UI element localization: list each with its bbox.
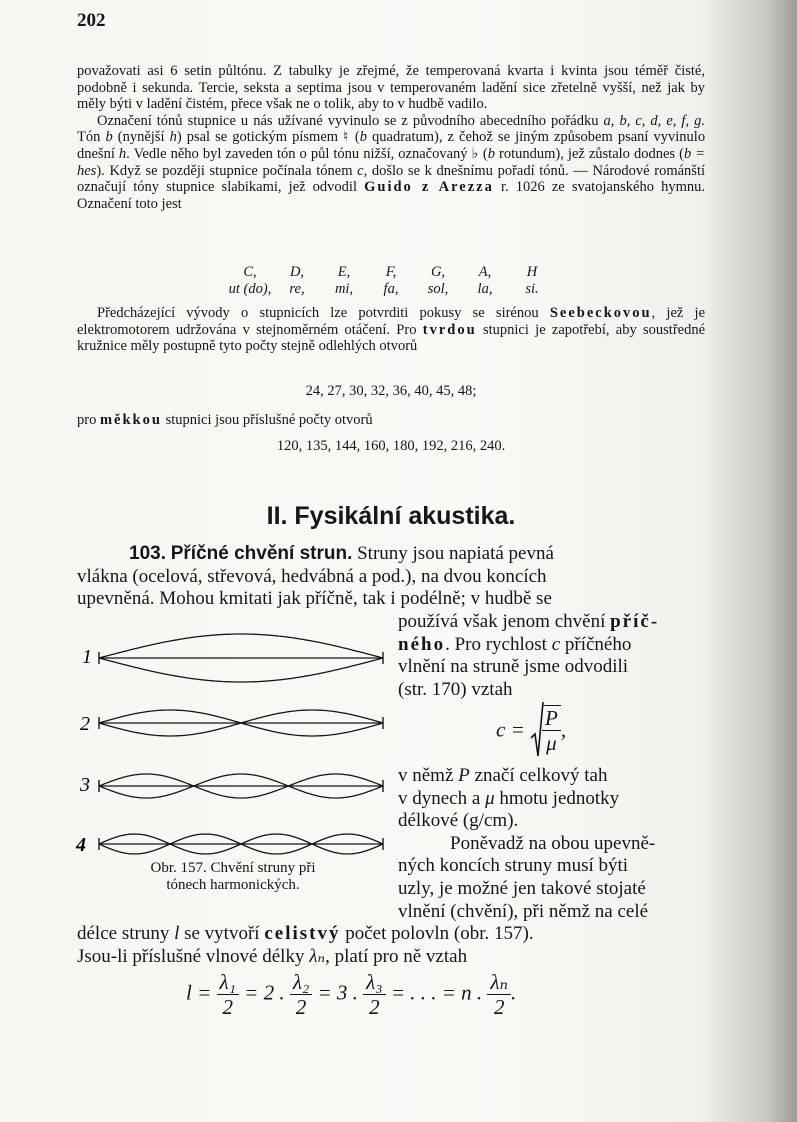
figure-caption: Obr. 157. Chvění struny při tónech harmonických.	[150, 860, 316, 893]
fraction-1: $\frac{\text{λ₁}}{2}$	[217, 970, 239, 1019]
note-letters-row: C, D, E, F, G, A, H	[243, 264, 538, 280]
paragraph-1: považovati asi 6 setin půltónu. Z tabulky je zřejmé, že temperovaná kvarta i kvinta jsou téměř čisté, podobně i sekunda. Tercie, seksta a septima jsou v temperovaném ladění sice zřetelně vyšší, než jak by měly býti v ladění čistém, přece však ne o tolik, aby to v hudbě vadilo.	[77, 63, 705, 113]
right-column-text-2: v němž P značí celkový tah v dynech a μ hmotu jednotky délkové (g/cm). Poněvadž na obou upevně- ných koncích struny musí býti uzly, je možné jen takové stojaté vlnění (chvění), při němž na celé	[398, 765, 656, 922]
figure-string-harmonics	[74, 618, 390, 858]
fraction-n: $\frac{\text{λₙ}}{2}$	[487, 970, 511, 1019]
formula-wavelengths: l = $\frac{\text{λ₁}}{2}$ = 2 . $\frac{\text{λ₂}}{2}$ = 3 . $\frac{\text{λ₃}}{2}$ = . . . = n . $\frac{\text{λₙ}}{2}$ .	[186, 970, 517, 1019]
figure-label-3: 3	[80, 774, 90, 796]
natural-sign: ♮	[343, 129, 350, 146]
page-number: 202	[77, 10, 106, 31]
hard-scale-numbers: 24, 27, 30, 32, 36, 40, 45, 48;	[305, 383, 477, 399]
fraction-3: $\frac{\text{λ₃}}{2}$	[363, 970, 385, 1019]
section-heading: II. Fysikální akustika.	[266, 502, 516, 530]
section-number: 103.	[129, 543, 166, 564]
string-envelope-mode-1	[99, 658, 383, 682]
right-column-text-1: používá však jenom chvění příč- ného. Pro rychlost c příčného vlnění na struně jsme odvodili (str. 170) vztah	[398, 611, 660, 700]
figure-label-4: 4	[76, 834, 86, 856]
figure-label-2: 2	[80, 713, 90, 735]
figure-label-1: 1	[82, 646, 92, 668]
formula-string-velocity: c = $\frac{P}{\mu}$ ,	[496, 700, 566, 760]
paragraph-temperament	[77, 63, 705, 212]
section-title: Příčné chvění strun.	[170, 543, 353, 564]
soft-scale-numbers: 120, 135, 144, 160, 180, 192, 216, 240.	[276, 438, 506, 454]
flat-sign: ♭	[471, 145, 479, 162]
string-envelope-mode-1	[99, 634, 383, 658]
standing-wave-text: délce struny l se vytvoří celistvý počet polovln (obr. 157). Jsou-li příslušné vlnové délky λₙ, platí pro ně vztah	[77, 923, 534, 967]
note-syllables-row: ut (do), re, mi, fa, sol, la, si.	[228, 281, 539, 297]
paragraph-2: Označení tónů stupnice u nás užívané vyvinulo se z původního abecedního pořádku a, b, c, d, e, f, g. Tón b (nynější h) psal se gotickým písmem ♮ (b quadratum), z čehož se jiným způsobem psaní vyvinulo dnešní h. Vedle něho byl zaveden tón o půl tónu nižší, označovaný ♭ (b rotundum), jež zůstalo dodnes (b = hes). Když se později stupnice počínala tónem c, došlo se k dnešnímu pořadí tónů. — Národové románští označují tóny stupnice slabikami, jež odvodil Guido z Arezza r. 1026 ze svatojanského hymnu. Označení toto jest	[77, 112, 706, 212]
paragraph-siren: Předcházející vývody o stupnicích lze potvrditi pokusy se sirénou Seebeckovou, jež je elektromotorem udržována v stejnoměrném otáčení. Pro tvrdou stupnici je zapotřebí, aby soustředné kružnice měly postupně tyto počty stejně odlehlých otvorů	[77, 305, 706, 355]
guido-name: Guido z Arezza	[364, 179, 494, 196]
soft-scale-line: pro měkkou stupnici jsou příslušné počty otvorů	[77, 412, 373, 428]
fraction-2: $\frac{\text{λ₂}}{2}$	[290, 970, 312, 1019]
note-names	[77, 264, 705, 298]
section-103-intro: 103. Příčné chvění strun. Struny jsou napiatá pevná vlákna (ocelová, střevová, hedvábná a pod.), na dvou koncích upevněná. Mohou kmitati jak příčně, tak i podélně; v hudbě se	[77, 543, 554, 610]
